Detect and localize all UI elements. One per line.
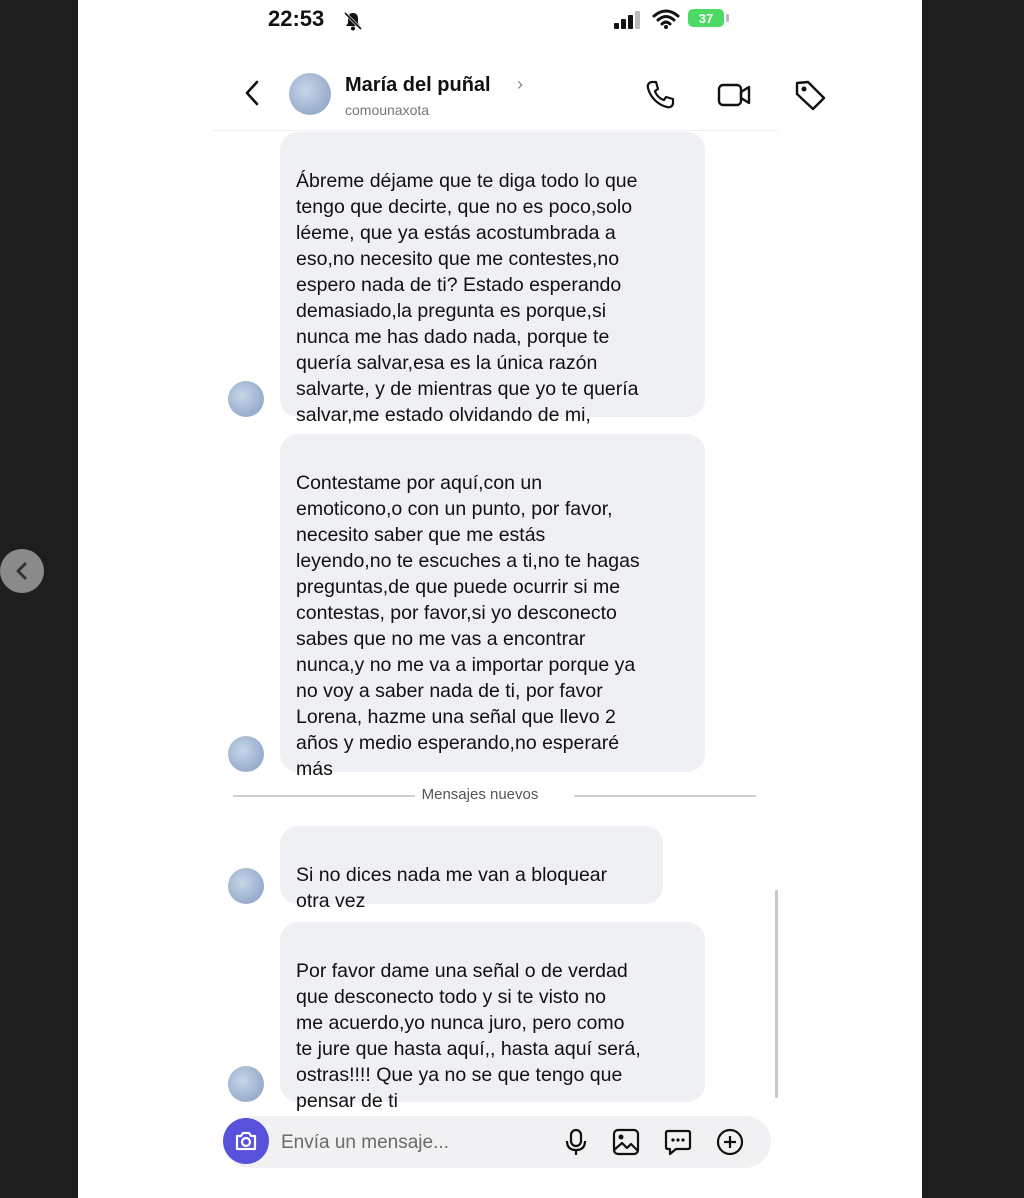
phone-screen	[78, 0, 922, 1198]
chat-header	[213, 60, 778, 131]
chevron-right-icon[interactable]: ›	[517, 74, 523, 94]
sender-avatar[interactable]	[228, 381, 264, 417]
wifi-icon	[652, 8, 680, 30]
viewer-left-margin	[0, 0, 78, 1198]
battery-indicator	[688, 9, 724, 27]
plus-icon[interactable]	[715, 1127, 745, 1157]
divider-line-left	[233, 795, 415, 797]
cellular-signal-icon	[613, 10, 643, 30]
message-text: Ábreme déjame que te diga todo lo que tengo que decirte, que no es poco,solo léeme, que ya estás acostumbrada a eso,no necesito que me contestes,no espero nada de ti? Estado esperando demasiado,la pregunta es porque,si nunca me has dado nada, porque te quería salvar,esa es la única razón salvarte, y de mientras que yo te quería salvar,me estado olvidando de mi,	[296, 170, 639, 426]
muted-bell-icon	[342, 10, 364, 32]
image-icon[interactable]	[611, 1127, 641, 1157]
sender-avatar[interactable]	[228, 736, 264, 772]
new-messages-divider-label: Mensajes nuevos	[421, 786, 539, 803]
divider-line-right	[574, 795, 756, 797]
message-bubble[interactable]	[280, 826, 663, 912]
sender-avatar[interactable]	[228, 868, 264, 904]
viewer-right-margin	[922, 0, 1024, 1198]
camera-icon	[233, 1128, 259, 1154]
message-text: Si no dices nada me van a bloquear otra vez	[296, 864, 608, 912]
microphone-icon[interactable]	[561, 1127, 591, 1157]
sticker-icon[interactable]	[663, 1127, 693, 1157]
status-time: 22:53	[268, 6, 325, 31]
contact-avatar[interactable]	[289, 73, 331, 115]
message-bubble[interactable]	[280, 922, 705, 1112]
phone-icon[interactable]	[643, 78, 677, 112]
back-chevron-icon[interactable]	[241, 78, 265, 108]
viewer-previous-button[interactable]	[0, 549, 44, 593]
contact-username: comounaxota	[345, 102, 430, 118]
video-camera-icon[interactable]	[717, 78, 751, 112]
sender-avatar[interactable]	[228, 1066, 264, 1102]
message-thread[interactable]	[213, 132, 778, 1112]
camera-button[interactable]	[223, 1118, 269, 1164]
message-text: Por favor dame una señal o de verdad que desconecto todo y si te visto no me acuerdo,yo nunca juro, pero como te jure que hasta aquí,, hasta aquí será, ostras!!!! Que ya no se que tengo que pensar de ti	[296, 960, 641, 1112]
contact-name[interactable]: María del puñal	[345, 74, 491, 96]
message-composer	[223, 1116, 771, 1168]
message-bubble[interactable]	[280, 132, 705, 426]
thread-scrollbar[interactable]	[775, 890, 778, 1098]
battery-level: 37	[698, 10, 714, 26]
message-text: Contestame por aquí,con un emoticono,o con un punto, por favor, necesito saber que me estás leyendo,no te escuches a ti,no te hagas preguntas,de que puede ocurrir si me contestas, por favor,si yo desconecto sabes que no me vas a encontrar nunca,y no me va a importar porque ya no voy a saber nada de ti, por favor Lorena, hazme una señal que llevo 2 años y medio esperando,no esperaré más	[296, 472, 640, 780]
message-input[interactable]	[279, 1128, 543, 1158]
status-bar	[78, 0, 922, 44]
chevron-left-icon	[11, 560, 33, 582]
message-bubble[interactable]	[280, 434, 705, 780]
tag-icon[interactable]	[793, 78, 827, 112]
battery-tip	[726, 14, 729, 22]
